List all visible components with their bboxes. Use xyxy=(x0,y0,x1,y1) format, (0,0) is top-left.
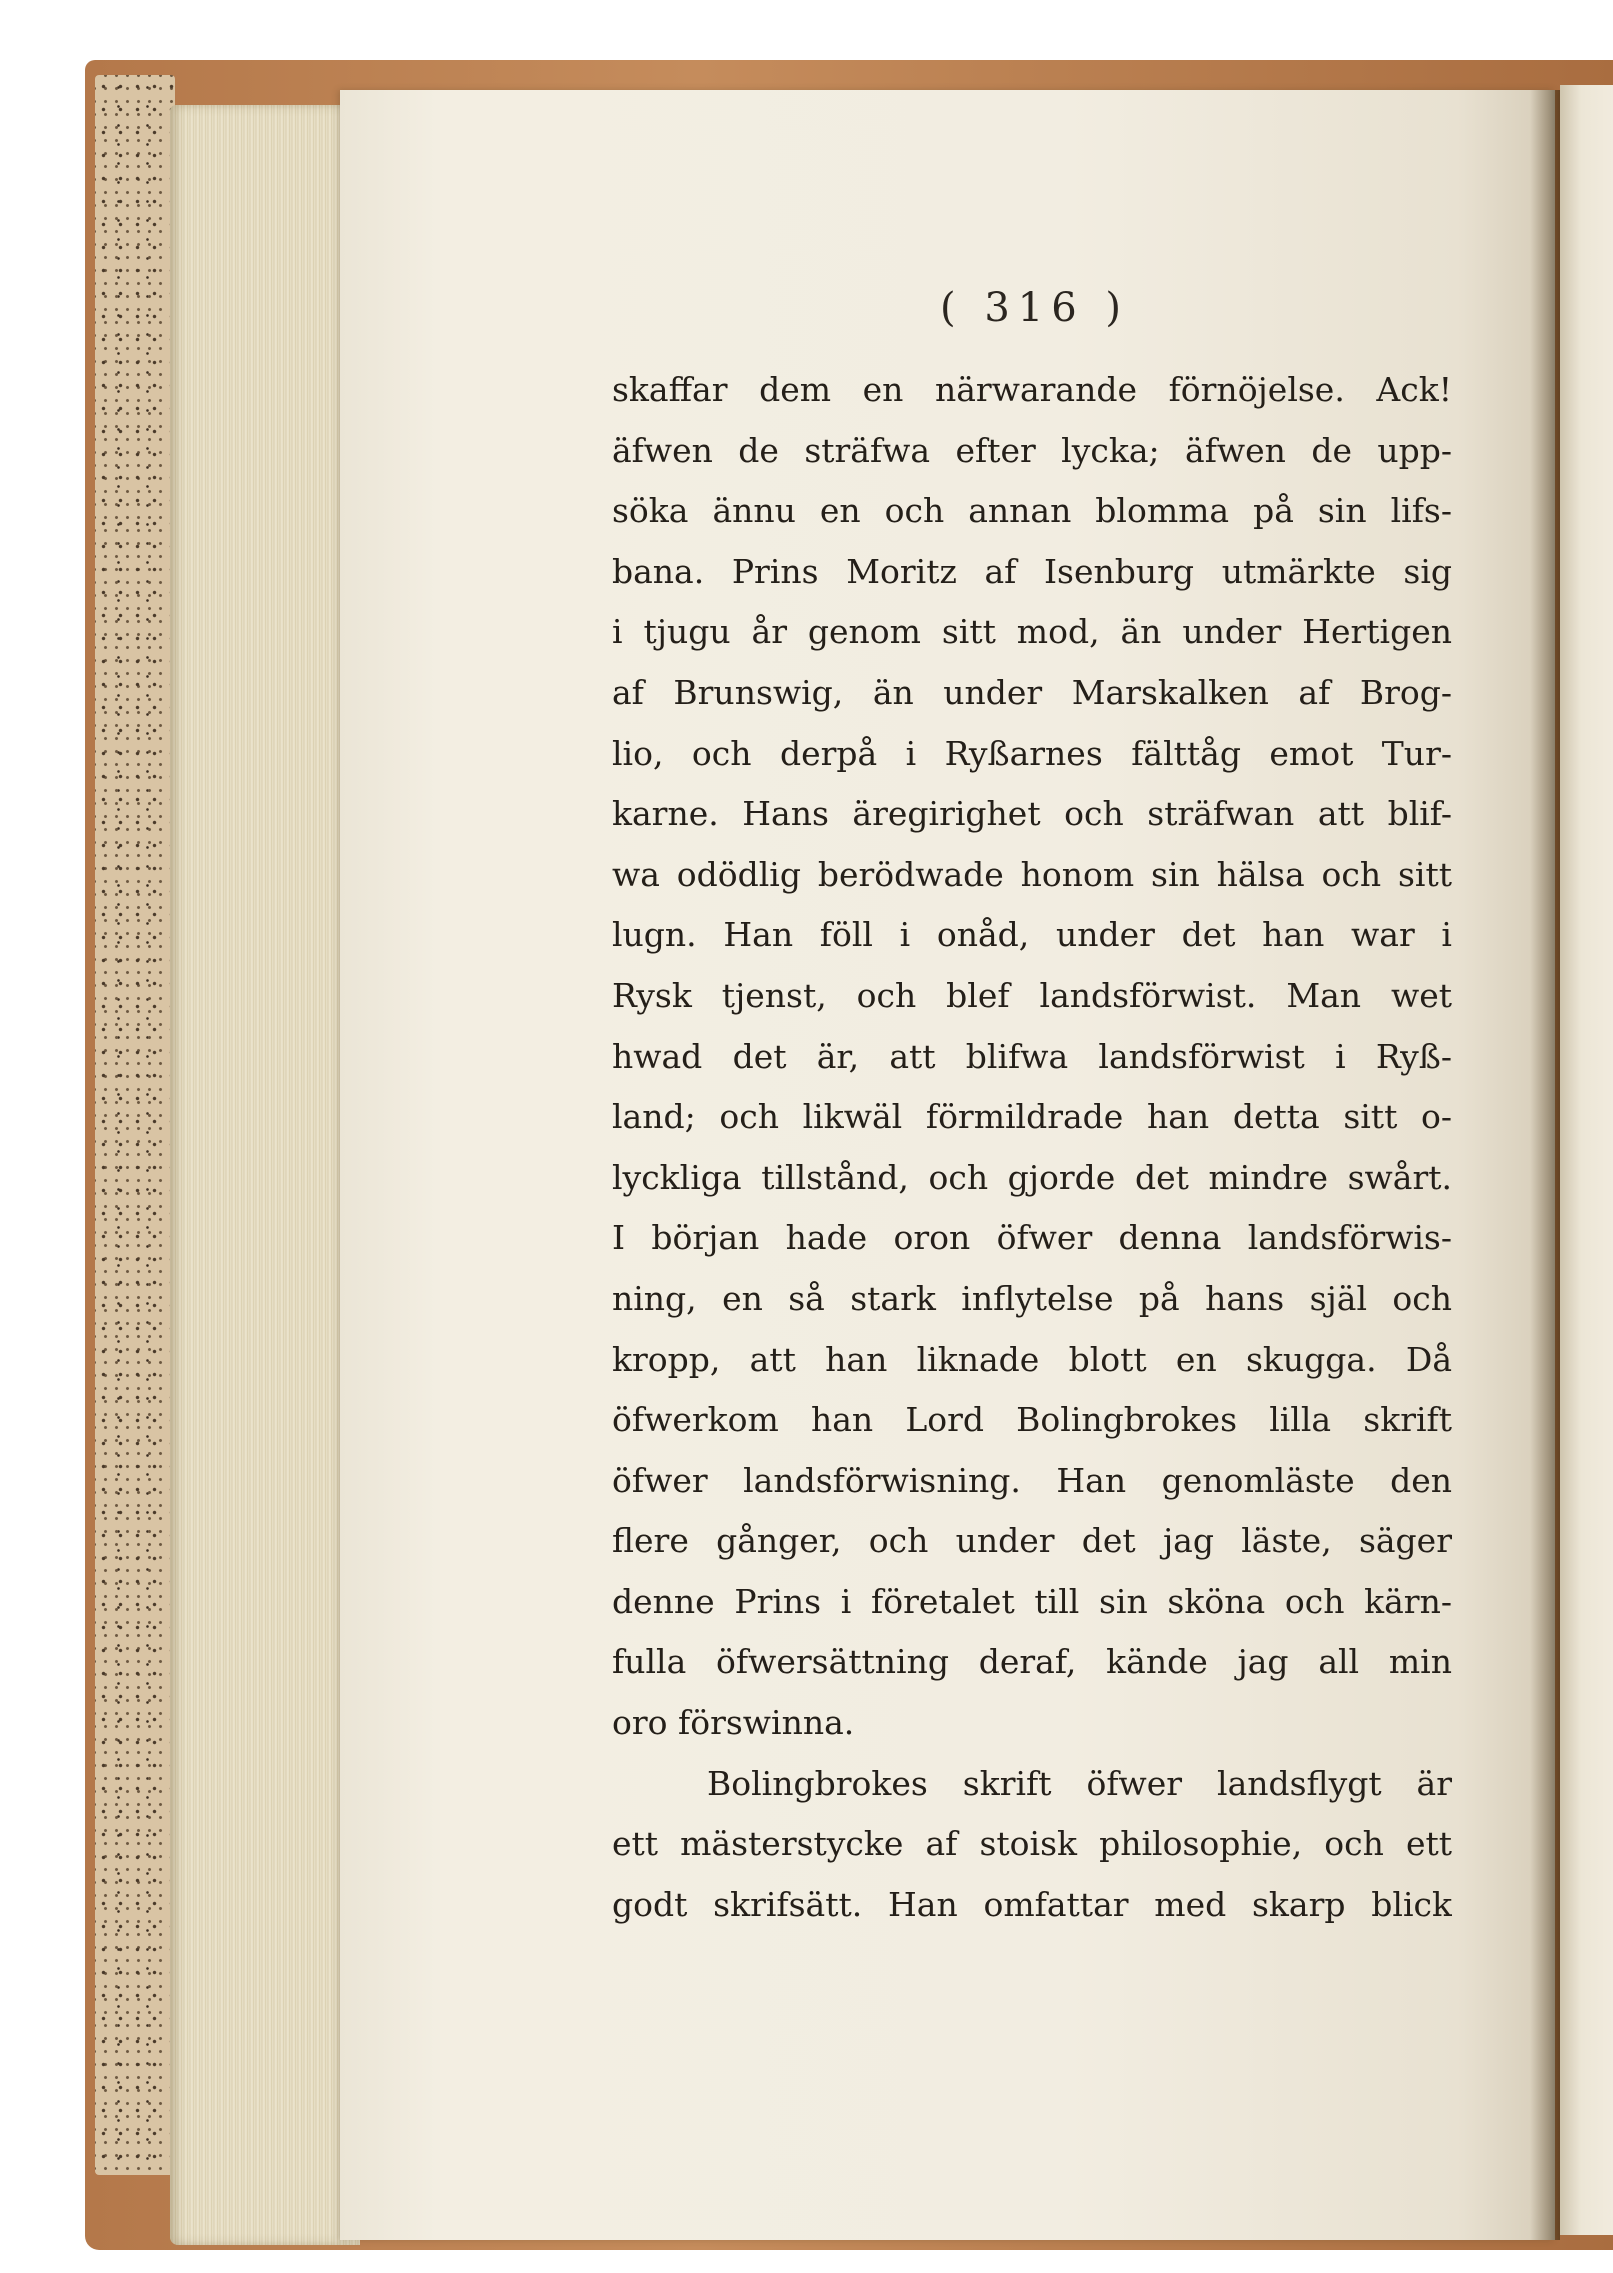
text-line: söka ännu en och annan blomma på sin lifs- xyxy=(612,491,1452,531)
text-line: lyckliga tillstånd, och gjorde det mindre swårt. xyxy=(612,1157,1452,1197)
text-line: i tjugu år genom sitt mod, än under Hertigen xyxy=(612,612,1452,652)
text-line: land; och likwäl förmildrade han detta sitt o- xyxy=(612,1097,1452,1137)
text-line: af Brunswig, än under Marskalken af Brog- xyxy=(612,672,1452,712)
text-line: denne Prins i företalet till sin sköna och kärn- xyxy=(612,1581,1452,1621)
opposite-page xyxy=(1560,85,1613,2235)
text-line: I början hade oron öfwer denna landsförwis- xyxy=(612,1218,1452,1258)
text-line: Rysk tjenst, och blef landsförwist. Man wet xyxy=(612,975,1452,1015)
text-line: lugn. Han föll i onåd, under det han war i xyxy=(612,915,1452,955)
paragraph-start-line: Bolingbrokes skrift öfwer landsflygt är xyxy=(707,1763,1452,1803)
text-line: godt skrifsätt. Han omfattar med skarp blick xyxy=(612,1884,1452,1924)
text-line: fulla öfwersättning deraf, kände jag all min xyxy=(612,1642,1452,1682)
marbled-endpaper xyxy=(95,75,175,2175)
text-line: öfwer landsförwisning. Han genomläste den xyxy=(612,1460,1452,1500)
text-line: öfwerkom han Lord Bolingbrokes lilla skrift xyxy=(612,1400,1452,1440)
body-text xyxy=(612,360,1452,1935)
page-number: ( 316 ) xyxy=(940,285,1129,331)
text-line: hwad det är, att blifwa landsförwist i Ryß- xyxy=(612,1036,1452,1076)
page-edges xyxy=(170,105,360,2245)
paragraph-end-line: oro förswinna. xyxy=(612,1703,855,1743)
text-line: lio, och derpå i Ryßarnes fälttåg emot Tur- xyxy=(612,733,1452,773)
text-line: skaffar dem en närwarande förnöjelse. Ack! xyxy=(612,370,1452,409)
text-line: ett mästerstycke af stoisk philosophie, och ett xyxy=(612,1824,1452,1864)
text-line: äfwen de sträfwa efter lycka; äfwen de upp- xyxy=(612,430,1452,470)
text-line: karne. Hans äregirighet och sträfwan att blif- xyxy=(612,794,1452,834)
text-line: flere gånger, och under det jag läste, säger xyxy=(612,1521,1452,1561)
text-line: ning, en så stark inflytelse på hans själ och xyxy=(612,1278,1452,1318)
text-line: bana. Prins Moritz af Isenburg utmärkte sig xyxy=(612,551,1452,591)
text-line: wa odödlig berödwade honom sin hälsa och sitt xyxy=(612,854,1452,894)
text-line: kropp, att han liknade blott en skugga. Då xyxy=(612,1339,1452,1379)
gutter-shadow xyxy=(1530,90,1560,2240)
